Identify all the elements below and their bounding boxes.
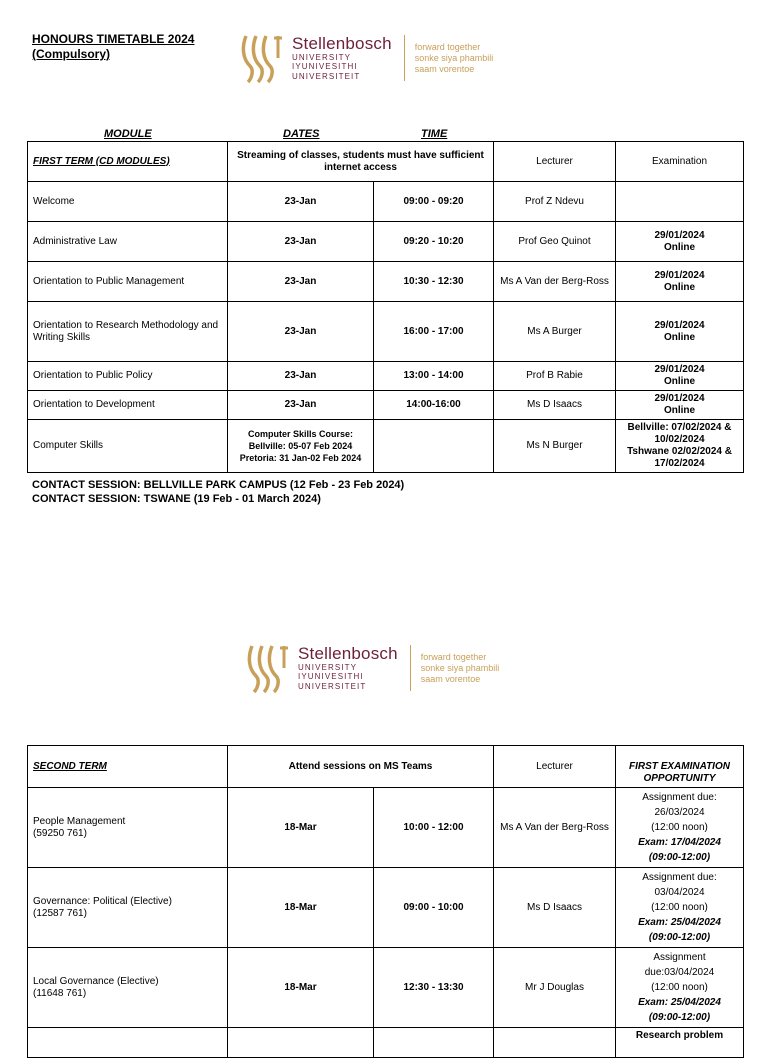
first-term-header: FIRST TERM (CD MODULES) — [28, 142, 228, 182]
streaming-note: Streaming of classes, students must have sufficient internet access — [228, 142, 494, 182]
date-cell: 23-Jan — [228, 262, 374, 302]
assignment-time: (12:00 noon) — [651, 822, 708, 833]
date-cell: 23-Jan — [228, 222, 374, 262]
time-cell: 09:00 - 10:00 — [374, 868, 494, 948]
table-row — [28, 420, 744, 473]
exam-cell — [616, 262, 744, 302]
logo-tag-1: forward together — [414, 41, 481, 52]
exam-cell: Research problem — [616, 1028, 744, 1058]
date-cell: 23-Jan — [228, 362, 374, 391]
exam-cell — [616, 222, 744, 262]
first-exam-header: FIRST EXAMINATION OPPORTUNITY — [616, 746, 744, 788]
table-row — [28, 788, 744, 868]
logo-sub-1: UNIVERSITY — [292, 52, 352, 62]
title-line-1: HONOURS TIMETABLE 2024 — [32, 32, 195, 46]
table-row — [28, 222, 744, 262]
exam-cell — [616, 948, 744, 1028]
module-cell: Computer Skills — [28, 420, 228, 473]
table-header-row — [28, 142, 744, 182]
course-line: Bellville: 05-07 Feb 2024 — [248, 441, 353, 451]
lecturer-cell: Ms D Isaacs — [494, 391, 616, 420]
time-cell: 13:00 - 14:00 — [374, 362, 494, 391]
table-row — [28, 391, 744, 420]
heading-module: MODULE — [104, 128, 152, 140]
lecturer-cell: Ms A Burger — [494, 302, 616, 362]
table-row — [28, 948, 744, 1028]
course-line: Computer Skills Course: — [247, 429, 354, 439]
time-cell: 14:00-16:00 — [374, 391, 494, 420]
exam-mode: Online — [663, 376, 696, 387]
assignment-time: (12:00 noon) — [651, 902, 708, 913]
exam-time: (09:00-12:00) — [648, 852, 711, 863]
logo-tag-1: forward together — [420, 651, 487, 662]
logo-name: Stellenbosch — [298, 643, 398, 663]
assignment-line: Assignment due: — [642, 792, 717, 803]
date-cell: 23-Jan — [228, 391, 374, 420]
module-name: Governance: Political (Elective) — [33, 895, 172, 907]
module-cell: Orientation to Public Policy — [28, 362, 228, 391]
exam-date: 29/01/2024 — [654, 393, 705, 404]
assignment-date: due:03/04/2024 — [644, 967, 715, 978]
logo-tag-3: saam vorentoe — [414, 63, 475, 74]
lecturer-header: Lecturer — [494, 746, 616, 788]
exam-date: Exam: 25/04/2024 — [638, 997, 721, 1008]
logo-sub-3: UNIVERSITEIT — [298, 681, 367, 691]
exam-cell — [616, 868, 744, 948]
lecturer-cell: Prof B Rabie — [494, 362, 616, 391]
heading-time: TIME — [421, 128, 448, 140]
exam-cell — [616, 391, 744, 420]
attend-note: Attend sessions on MS Teams — [228, 746, 494, 788]
exam-cell — [616, 788, 744, 868]
logo-name: Stellenbosch — [292, 33, 392, 53]
module-cell: Administrative Law — [28, 222, 228, 262]
logo-tag-3: saam vorentoe — [420, 673, 481, 684]
lecturer-cell: Ms A Van der Berg-Ross — [494, 788, 616, 868]
time-cell — [374, 1028, 494, 1058]
exam-mode: Online — [663, 405, 696, 416]
lecturer-cell: Ms N Burger — [494, 420, 616, 473]
date-cell: 18-Mar — [228, 948, 374, 1028]
university-logo — [240, 32, 493, 84]
time-cell: 12:30 - 13:30 — [374, 948, 494, 1028]
lecturer-cell: Prof Z Ndevu — [494, 182, 616, 222]
assignment-date: 26/03/2024 — [654, 807, 705, 818]
crest-icon — [246, 642, 290, 694]
table-row — [28, 868, 744, 948]
exam-date: 29/01/2024 — [654, 364, 705, 375]
time-cell: 09:20 - 10:20 — [374, 222, 494, 262]
module-code: (11648 761) — [33, 987, 87, 999]
time-cell: 16:00 - 17:00 — [374, 302, 494, 362]
computer-skills-course-cell — [228, 420, 374, 473]
lecturer-cell: Prof Geo Quinot — [494, 222, 616, 262]
module-code: (12587 761) — [33, 907, 87, 919]
exam-date: Exam: 25/04/2024 — [638, 917, 721, 928]
module-cell: Orientation to Development — [28, 391, 228, 420]
first-term-table — [27, 141, 744, 473]
second-term-table — [27, 745, 744, 1058]
logo-divider — [410, 645, 411, 691]
exam-date: 29/01/2024 — [654, 269, 705, 281]
module-cell — [28, 948, 228, 1028]
assignment-date: 03/04/2024 — [654, 887, 705, 898]
time-cell — [374, 420, 494, 473]
logo-sub-1: UNIVERSITY — [298, 662, 358, 672]
exam-time: (09:00-12:00) — [648, 932, 711, 943]
module-cell — [28, 868, 228, 948]
lecturer-cell: Mr J Douglas — [494, 948, 616, 1028]
table-row — [28, 362, 744, 391]
date-cell: 23-Jan — [228, 182, 374, 222]
exam-time: (09:00-12:00) — [648, 1012, 711, 1023]
table-row — [28, 302, 744, 362]
logo-tag-2: sonke siya phambili — [414, 52, 494, 63]
lecturer-cell: Ms D Isaacs — [494, 868, 616, 948]
exam-mode: Online — [663, 281, 696, 293]
assignment-time: (12:00 noon) — [651, 982, 708, 993]
exam-cell — [616, 362, 744, 391]
table-header-row — [28, 746, 744, 788]
date-cell — [228, 1028, 374, 1058]
assignment-line: Assignment — [653, 952, 706, 963]
contact-session-tswane: CONTACT SESSION: TSWANE (19 Feb - 01 March 2024) — [32, 493, 321, 505]
exam-line: 10/02/2024 — [654, 434, 705, 445]
table-row — [28, 1028, 744, 1058]
lecturer-cell: Ms A Van der Berg-Ross — [494, 262, 616, 302]
module-code: (59250 761) — [33, 827, 87, 839]
exam-date: Exam: 17/04/2024 — [638, 837, 721, 848]
exam-cell — [616, 302, 744, 362]
module-cell — [28, 788, 228, 868]
crest-icon — [240, 32, 284, 84]
module-cell: Orientation to Public Management — [28, 262, 228, 302]
time-cell: 10:00 - 12:00 — [374, 788, 494, 868]
module-name: Local Governance (Elective) — [33, 975, 159, 987]
date-cell: 18-Mar — [228, 788, 374, 868]
second-term-header: SECOND TERM — [28, 746, 228, 788]
university-logo-2 — [246, 642, 499, 694]
document-title — [32, 32, 194, 62]
date-cell: 23-Jan — [228, 302, 374, 362]
module-cell — [28, 1028, 228, 1058]
contact-session-bellville: CONTACT SESSION: BELLVILLE PARK CAMPUS (12 Feb - 23 Feb 2024) — [32, 479, 405, 491]
logo-divider — [404, 35, 405, 81]
assignment-line: Assignment due: — [642, 872, 717, 883]
logo-tag-2: sonke siya phambili — [420, 662, 500, 673]
logo-sub-3: UNIVERSITEIT — [292, 71, 361, 81]
exam-date: 29/01/2024 — [654, 229, 705, 241]
logo-sub-2: IYUNIVESITHI — [292, 62, 358, 72]
exam-cell — [616, 420, 744, 473]
title-line-2: (Compulsory) — [32, 47, 110, 61]
exam-header: Examination — [616, 142, 744, 182]
time-cell: 09:00 - 09:20 — [374, 182, 494, 222]
module-cell: Welcome — [28, 182, 228, 222]
heading-dates: DATES — [283, 128, 320, 140]
exam-mode: Online — [663, 331, 696, 343]
module-name: People Management — [33, 815, 126, 827]
lecturer-cell — [494, 1028, 616, 1058]
date-cell: 18-Mar — [228, 868, 374, 948]
logo-sub-2: IYUNIVESITHI — [298, 672, 364, 682]
exam-cell — [616, 182, 744, 222]
lecturer-header: Lecturer — [494, 142, 616, 182]
exam-mode: Online — [663, 241, 696, 253]
table-row — [28, 262, 744, 302]
exam-date: 29/01/2024 — [654, 319, 705, 331]
time-cell: 10:30 - 12:30 — [374, 262, 494, 302]
exam-line: 17/02/2024 — [654, 458, 705, 469]
course-line: Pretoria: 31 Jan-02 Feb 2024 — [239, 453, 362, 463]
module-cell: Orientation to Research Methodology and Writing Skills — [28, 302, 228, 362]
table-row — [28, 182, 744, 222]
exam-line: Bellville: 07/02/2024 & — [627, 422, 732, 433]
exam-line: Tshwane 02/02/2024 & — [627, 446, 732, 457]
